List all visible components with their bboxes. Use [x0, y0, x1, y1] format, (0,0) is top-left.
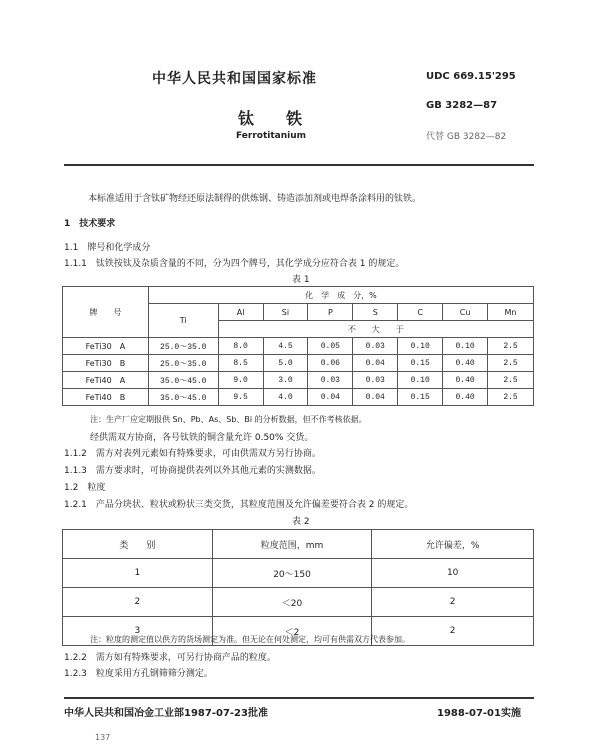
footer-divider: [64, 697, 534, 699]
tolerance-cell: 10: [372, 559, 534, 588]
section-1-1: 1.1 牌号和化学成分: [64, 243, 151, 253]
tolerance-cell: 2: [372, 617, 534, 646]
replaces-standard: 代替 GB 3282—82: [426, 132, 507, 142]
section-1-2-3: 1.2.3 粒度采用方孔钢筛筛分测定。: [64, 669, 213, 679]
value-cell: 8.0: [218, 338, 263, 355]
size-range-header: 粒度范围，mm: [212, 530, 372, 559]
value-cell: 0.40: [443, 372, 488, 389]
grade-cell: FeTi40 A: [63, 372, 149, 389]
value-cell: 9.5: [218, 389, 263, 406]
tolerance-header: 允许偏差，%: [372, 530, 534, 559]
value-cell: 0.04: [353, 355, 398, 372]
ti-header: Ti: [148, 304, 218, 338]
value-cell: 0.03: [353, 338, 398, 355]
category-header: 类 别: [63, 530, 213, 559]
table1-note-2: 经供需双方协商，各号钛铁的铜含量允许 0.50% 交货。: [90, 433, 314, 443]
value-cell: 0.04: [353, 389, 398, 406]
gb-number: GB 3282—87: [426, 100, 498, 111]
value-cell: 0.15: [398, 355, 443, 372]
doc-title-en: Ferrotitanium: [236, 131, 306, 141]
grade-cell: FeTi30 B: [63, 355, 149, 372]
value-cell: 2.5: [488, 355, 534, 372]
value-cell: 2.5: [488, 389, 534, 406]
intro-paragraph: 本标准适用于含钛矿物经还原法制得的供炼钢、铸造添加剂或电焊条涂料用的钛铁。: [88, 194, 422, 204]
value-cell: 0.05: [308, 338, 353, 355]
value-cell: 0.03: [308, 372, 353, 389]
size-range-cell: ＜20: [212, 588, 372, 617]
approval-line: 中华人民共和国冶金工业部1987-07-23批准: [64, 708, 268, 719]
element-header: Al: [218, 304, 263, 321]
value-cell: 0.06: [308, 355, 353, 372]
element-header: Si: [263, 304, 308, 321]
size-range-cell: 20～150: [212, 559, 372, 588]
element-header: S: [353, 304, 398, 321]
value-cell: 2.5: [488, 372, 534, 389]
value-cell: 8.5: [218, 355, 263, 372]
table-1: [62, 286, 534, 406]
table-2: [62, 529, 534, 646]
section-1-1-1: 1.1.1 钛铁按钛及杂质含量的不同，分为四个牌号，其化学成分应符合表 1 的规定。: [64, 259, 405, 269]
grade-header: 牌 号: [63, 287, 149, 338]
value-cell: 3.0: [263, 372, 308, 389]
page-number: 137: [95, 733, 111, 742]
category-cell: 1: [63, 559, 213, 588]
section-1-2: 1.2 粒度: [64, 483, 106, 493]
table-row: [63, 355, 534, 372]
value-cell: 0.15: [398, 389, 443, 406]
table-row: [63, 338, 534, 355]
value-cell: 0.10: [443, 338, 488, 355]
table-row: [63, 372, 534, 389]
composition-header: 化 学 成 分，%: [148, 287, 533, 304]
value-cell: 0.10: [398, 338, 443, 355]
ti-cell: 25.0～35.0: [148, 355, 218, 372]
table1-caption: 表 1: [292, 275, 310, 285]
element-header: Cu: [443, 304, 488, 321]
table2-note: 注：粒度的测定值以供方的货场测定为准。但无论在何处测定，均可有供需双方代表参加。: [90, 635, 410, 644]
section-1-heading: 1 技术要求: [64, 219, 116, 229]
grade-cell: FeTi30 A: [63, 338, 149, 355]
max-label: 不 大 于: [218, 321, 533, 338]
grade-cell: FeTi40 B: [63, 389, 149, 406]
value-cell: 0.10: [398, 372, 443, 389]
table2-caption: 表 2: [292, 517, 310, 527]
table-row: [63, 389, 534, 406]
header-divider: [64, 164, 534, 166]
size-range-cell: ＜2: [212, 617, 372, 646]
value-cell: 0.03: [353, 372, 398, 389]
value-cell: 2.5: [488, 338, 534, 355]
tolerance-cell: 2: [372, 588, 534, 617]
table1-note: 注：生产厂应定期报供 Sn、Pb、As、Sb、Bi 的分析数据，但不作考核依据。: [90, 415, 367, 424]
ti-cell: 25.0～35.0: [148, 338, 218, 355]
effective-date: 1988-07-01实施: [437, 708, 521, 719]
value-cell: 4.0: [263, 389, 308, 406]
element-header: P: [308, 304, 353, 321]
doc-title-cn: 钛 铁: [238, 109, 303, 128]
value-cell: 0.40: [443, 389, 488, 406]
element-header: C: [398, 304, 443, 321]
ti-cell: 35.0～45.0: [148, 389, 218, 406]
value-cell: 4.5: [263, 338, 308, 355]
element-header: Mn: [488, 304, 534, 321]
section-1-1-2: 1.1.2 需方对表列元素如有特殊要求，可由供需双方另行协商。: [64, 449, 321, 459]
udc-code: UDC 669.15'295: [426, 71, 516, 82]
value-cell: 5.0: [263, 355, 308, 372]
section-1-2-1: 1.2.1 产品分块状、粒状或粉状三类交货，其粒度范围及允许偏差要符合表 2 的规定。: [64, 500, 414, 510]
value-cell: 9.0: [218, 372, 263, 389]
section-1-2-2: 1.2.2 需方如有特殊要求，可另行协商产品的粒度。: [64, 653, 276, 663]
value-cell: 0.04: [308, 389, 353, 406]
category-cell: 3: [63, 617, 213, 646]
table-row: [63, 559, 534, 588]
ti-cell: 35.0～45.0: [148, 372, 218, 389]
table-row: [63, 588, 534, 617]
org-title: 中华人民共和国国家标准: [152, 71, 317, 87]
section-1-1-3: 1.1.3 需方要求时，可协商提供表列以外其他元素的实测数据。: [64, 466, 321, 476]
value-cell: 0.40: [443, 355, 488, 372]
category-cell: 2: [63, 588, 213, 617]
